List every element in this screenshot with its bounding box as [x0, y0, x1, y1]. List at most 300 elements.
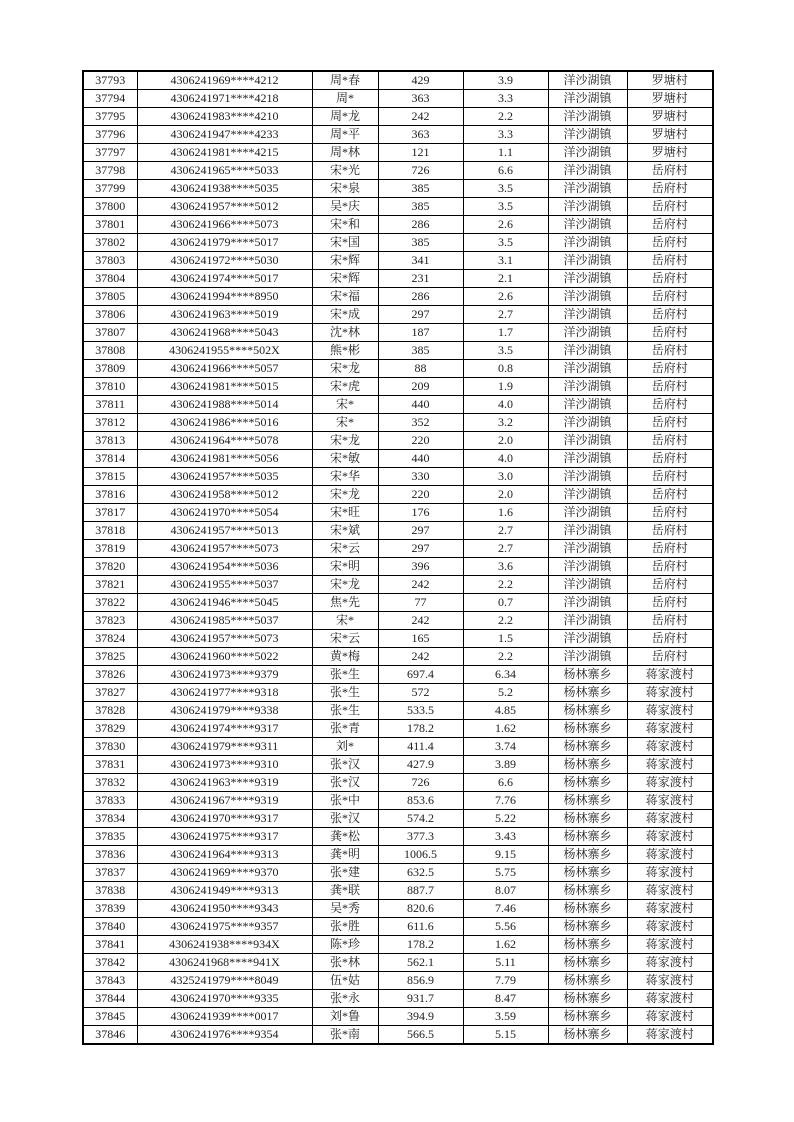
cell-name: 宋*光 — [312, 162, 378, 180]
cell-village: 罗塘村 — [627, 108, 713, 126]
cell-area: 0.7 — [463, 594, 548, 612]
cell-name: 陈*珍 — [312, 936, 378, 954]
cell-seq: 37835 — [83, 828, 137, 846]
cell-amount: 297 — [378, 306, 463, 324]
cell-village: 蒋家渡村 — [627, 828, 713, 846]
cell-id-number: 4306241968****5043 — [137, 324, 312, 342]
table-row — [83, 702, 713, 720]
cell-area: 9.15 — [463, 846, 548, 864]
cell-area: 6.6 — [463, 162, 548, 180]
cell-town: 杨林寨乡 — [548, 666, 627, 684]
cell-seq: 37793 — [83, 71, 137, 90]
cell-village: 岳府村 — [627, 468, 713, 486]
cell-village: 岳府村 — [627, 396, 713, 414]
cell-amount: 77 — [378, 594, 463, 612]
cell-id-number: 4306241973****9310 — [137, 756, 312, 774]
cell-village: 岳府村 — [627, 270, 713, 288]
cell-town: 洋沙湖镇 — [548, 558, 627, 576]
cell-name: 刘*鲁 — [312, 1008, 378, 1026]
cell-seq: 37798 — [83, 162, 137, 180]
cell-town: 洋沙湖镇 — [548, 486, 627, 504]
cell-id-number: 4306241957****5035 — [137, 468, 312, 486]
table-row — [83, 162, 713, 180]
cell-village: 岳府村 — [627, 594, 713, 612]
table-row — [83, 486, 713, 504]
cell-seq: 37797 — [83, 144, 137, 162]
cell-village: 罗塘村 — [627, 144, 713, 162]
cell-name: 宋*云 — [312, 540, 378, 558]
cell-name: 宋*云 — [312, 630, 378, 648]
cell-town: 洋沙湖镇 — [548, 144, 627, 162]
cell-id-number: 4306241979****9311 — [137, 738, 312, 756]
cell-town: 洋沙湖镇 — [548, 648, 627, 666]
cell-village: 岳府村 — [627, 162, 713, 180]
cell-area: 7.46 — [463, 900, 548, 918]
cell-town: 杨林寨乡 — [548, 1008, 627, 1026]
table-row — [83, 216, 713, 234]
cell-area: 1.6 — [463, 504, 548, 522]
cell-seq: 37838 — [83, 882, 137, 900]
cell-area: 7.76 — [463, 792, 548, 810]
cell-town: 洋沙湖镇 — [548, 162, 627, 180]
cell-id-number: 4306241981****5015 — [137, 378, 312, 396]
cell-town: 杨林寨乡 — [548, 900, 627, 918]
cell-id-number: 4306241979****9338 — [137, 702, 312, 720]
table-row — [83, 522, 713, 540]
table-row — [83, 900, 713, 918]
table-body — [83, 71, 713, 1044]
cell-id-number: 4306241981****4215 — [137, 144, 312, 162]
cell-village: 蒋家渡村 — [627, 864, 713, 882]
cell-town: 杨林寨乡 — [548, 774, 627, 792]
cell-name: 周*林 — [312, 144, 378, 162]
cell-area: 2.0 — [463, 432, 548, 450]
cell-seq: 37843 — [83, 972, 137, 990]
cell-seq: 37815 — [83, 468, 137, 486]
cell-seq: 37839 — [83, 900, 137, 918]
cell-village: 蒋家渡村 — [627, 972, 713, 990]
cell-village: 蒋家渡村 — [627, 882, 713, 900]
cell-id-number: 4306241947****4233 — [137, 126, 312, 144]
cell-village: 蒋家渡村 — [627, 936, 713, 954]
cell-seq: 37830 — [83, 738, 137, 756]
cell-amount: 242 — [378, 576, 463, 594]
cell-area: 1.9 — [463, 378, 548, 396]
cell-village: 蒋家渡村 — [627, 1026, 713, 1045]
cell-town: 洋沙湖镇 — [548, 71, 627, 90]
cell-amount: 574.2 — [378, 810, 463, 828]
cell-amount: 820.6 — [378, 900, 463, 918]
table-row — [83, 828, 713, 846]
cell-area: 1.62 — [463, 936, 548, 954]
cell-area: 3.6 — [463, 558, 548, 576]
cell-area: 5.2 — [463, 684, 548, 702]
cell-village: 蒋家渡村 — [627, 792, 713, 810]
cell-town: 洋沙湖镇 — [548, 270, 627, 288]
cell-area: 3.9 — [463, 71, 548, 90]
cell-village: 岳府村 — [627, 306, 713, 324]
cell-amount: 726 — [378, 774, 463, 792]
cell-id-number: 4306241970****9335 — [137, 990, 312, 1008]
table-row — [83, 450, 713, 468]
cell-town: 洋沙湖镇 — [548, 432, 627, 450]
cell-id-number: 4306241970****5054 — [137, 504, 312, 522]
cell-seq: 37803 — [83, 252, 137, 270]
table-row — [83, 864, 713, 882]
cell-name: 张*建 — [312, 864, 378, 882]
cell-amount: 887.7 — [378, 882, 463, 900]
cell-area: 5.22 — [463, 810, 548, 828]
cell-village: 蒋家渡村 — [627, 666, 713, 684]
cell-town: 洋沙湖镇 — [548, 324, 627, 342]
cell-area: 7.79 — [463, 972, 548, 990]
table-row — [83, 738, 713, 756]
cell-village: 岳府村 — [627, 432, 713, 450]
cell-amount: 411.4 — [378, 738, 463, 756]
cell-seq: 37825 — [83, 648, 137, 666]
cell-amount: 394.9 — [378, 1008, 463, 1026]
table-row — [83, 684, 713, 702]
cell-town: 洋沙湖镇 — [548, 360, 627, 378]
cell-village: 蒋家渡村 — [627, 918, 713, 936]
cell-amount: 533.5 — [378, 702, 463, 720]
cell-village: 岳府村 — [627, 576, 713, 594]
cell-amount: 385 — [378, 342, 463, 360]
cell-town: 杨林寨乡 — [548, 972, 627, 990]
cell-area: 3.3 — [463, 126, 548, 144]
cell-town: 杨林寨乡 — [548, 954, 627, 972]
cell-town: 洋沙湖镇 — [548, 198, 627, 216]
table-row — [83, 612, 713, 630]
cell-area: 1.5 — [463, 630, 548, 648]
cell-amount: 341 — [378, 252, 463, 270]
cell-village: 岳府村 — [627, 504, 713, 522]
cell-town: 洋沙湖镇 — [548, 612, 627, 630]
cell-town: 洋沙湖镇 — [548, 396, 627, 414]
cell-village: 蒋家渡村 — [627, 900, 713, 918]
cell-area: 2.2 — [463, 108, 548, 126]
cell-name: 龚*松 — [312, 828, 378, 846]
cell-id-number: 4306241958****5012 — [137, 486, 312, 504]
cell-area: 1.62 — [463, 720, 548, 738]
cell-amount: 572 — [378, 684, 463, 702]
cell-village: 岳府村 — [627, 414, 713, 432]
cell-area: 4.85 — [463, 702, 548, 720]
cell-town: 杨林寨乡 — [548, 846, 627, 864]
cell-id-number: 4306241963****9319 — [137, 774, 312, 792]
cell-amount: 165 — [378, 630, 463, 648]
cell-town: 洋沙湖镇 — [548, 216, 627, 234]
cell-name: 宋*明 — [312, 558, 378, 576]
cell-id-number: 4306241964****5078 — [137, 432, 312, 450]
table-row — [83, 648, 713, 666]
cell-town: 洋沙湖镇 — [548, 468, 627, 486]
cell-area: 3.5 — [463, 342, 548, 360]
cell-town: 杨林寨乡 — [548, 810, 627, 828]
cell-area: 2.2 — [463, 612, 548, 630]
cell-amount: 429 — [378, 71, 463, 90]
table-row — [83, 720, 713, 738]
cell-area: 1.1 — [463, 144, 548, 162]
cell-seq: 37820 — [83, 558, 137, 576]
cell-id-number: 4306241965****5033 — [137, 162, 312, 180]
cell-seq: 37837 — [83, 864, 137, 882]
cell-name: 宋*福 — [312, 288, 378, 306]
cell-seq: 37833 — [83, 792, 137, 810]
cell-area: 5.15 — [463, 1026, 548, 1045]
cell-amount: 209 — [378, 378, 463, 396]
cell-seq: 37846 — [83, 1026, 137, 1045]
cell-town: 杨林寨乡 — [548, 756, 627, 774]
cell-amount: 220 — [378, 432, 463, 450]
cell-name: 张*生 — [312, 684, 378, 702]
table-row — [83, 234, 713, 252]
table-row — [83, 756, 713, 774]
cell-area: 3.5 — [463, 198, 548, 216]
cell-name: 张*青 — [312, 720, 378, 738]
cell-area: 5.11 — [463, 954, 548, 972]
cell-id-number: 4306241974****9317 — [137, 720, 312, 738]
cell-name: 黄*梅 — [312, 648, 378, 666]
table-row — [83, 954, 713, 972]
cell-seq: 37844 — [83, 990, 137, 1008]
cell-area: 3.3 — [463, 90, 548, 108]
cell-seq: 37832 — [83, 774, 137, 792]
cell-town: 洋沙湖镇 — [548, 504, 627, 522]
cell-name: 宋*龙 — [312, 360, 378, 378]
cell-amount: 242 — [378, 108, 463, 126]
cell-seq: 37812 — [83, 414, 137, 432]
cell-name: 周*龙 — [312, 108, 378, 126]
cell-id-number: 4325241979****8049 — [137, 972, 312, 990]
table-row — [83, 360, 713, 378]
cell-town: 洋沙湖镇 — [548, 90, 627, 108]
table-row — [83, 414, 713, 432]
cell-amount: 385 — [378, 180, 463, 198]
cell-name: 沈*林 — [312, 324, 378, 342]
cell-name: 周*平 — [312, 126, 378, 144]
cell-id-number: 4306241975****9357 — [137, 918, 312, 936]
table-row — [83, 810, 713, 828]
table-row — [83, 324, 713, 342]
cell-seq: 37811 — [83, 396, 137, 414]
table-row — [83, 774, 713, 792]
cell-amount: 440 — [378, 396, 463, 414]
cell-village: 岳府村 — [627, 324, 713, 342]
cell-id-number: 4306241957****5013 — [137, 522, 312, 540]
cell-name: 周* — [312, 90, 378, 108]
cell-seq: 37834 — [83, 810, 137, 828]
cell-area: 4.0 — [463, 450, 548, 468]
cell-village: 蒋家渡村 — [627, 756, 713, 774]
cell-town: 洋沙湖镇 — [548, 540, 627, 558]
cell-town: 杨林寨乡 — [548, 864, 627, 882]
cell-seq: 37829 — [83, 720, 137, 738]
cell-name: 张*永 — [312, 990, 378, 1008]
table-row — [83, 90, 713, 108]
table-row — [83, 558, 713, 576]
cell-amount: 697.4 — [378, 666, 463, 684]
cell-id-number: 4306241975****9317 — [137, 828, 312, 846]
cell-town: 洋沙湖镇 — [548, 288, 627, 306]
cell-amount: 242 — [378, 612, 463, 630]
cell-village: 罗塘村 — [627, 90, 713, 108]
cell-seq: 37836 — [83, 846, 137, 864]
table-row — [83, 108, 713, 126]
cell-village: 岳府村 — [627, 450, 713, 468]
cell-name: 宋*斌 — [312, 522, 378, 540]
cell-village: 岳府村 — [627, 288, 713, 306]
cell-name: 吴*庆 — [312, 198, 378, 216]
cell-id-number: 4306241938****5035 — [137, 180, 312, 198]
cell-seq: 37795 — [83, 108, 137, 126]
cell-amount: 726 — [378, 162, 463, 180]
cell-amount: 611.6 — [378, 918, 463, 936]
cell-id-number: 4306241983****4210 — [137, 108, 312, 126]
cell-seq: 37823 — [83, 612, 137, 630]
cell-town: 杨林寨乡 — [548, 918, 627, 936]
table-row — [83, 846, 713, 864]
cell-seq: 37840 — [83, 918, 137, 936]
cell-area: 6.34 — [463, 666, 548, 684]
cell-name: 宋*泉 — [312, 180, 378, 198]
cell-area: 0.8 — [463, 360, 548, 378]
cell-amount: 363 — [378, 126, 463, 144]
cell-seq: 37813 — [83, 432, 137, 450]
cell-seq: 37842 — [83, 954, 137, 972]
cell-village: 岳府村 — [627, 342, 713, 360]
cell-town: 洋沙湖镇 — [548, 252, 627, 270]
cell-name: 宋*龙 — [312, 576, 378, 594]
cell-area: 4.0 — [463, 396, 548, 414]
cell-amount: 220 — [378, 486, 463, 504]
cell-town: 洋沙湖镇 — [548, 594, 627, 612]
beneficiary-table — [82, 70, 714, 1045]
cell-village: 岳府村 — [627, 486, 713, 504]
cell-seq: 37816 — [83, 486, 137, 504]
cell-seq: 37828 — [83, 702, 137, 720]
cell-area: 8.47 — [463, 990, 548, 1008]
cell-town: 杨林寨乡 — [548, 1026, 627, 1045]
cell-seq: 37802 — [83, 234, 137, 252]
cell-town: 洋沙湖镇 — [548, 342, 627, 360]
cell-town: 洋沙湖镇 — [548, 306, 627, 324]
cell-amount: 242 — [378, 648, 463, 666]
cell-amount: 121 — [378, 144, 463, 162]
cell-amount: 187 — [378, 324, 463, 342]
cell-seq: 37841 — [83, 936, 137, 954]
cell-amount: 440 — [378, 450, 463, 468]
cell-id-number: 4306241957****5073 — [137, 630, 312, 648]
cell-seq: 37819 — [83, 540, 137, 558]
cell-id-number: 4306241964****9313 — [137, 846, 312, 864]
cell-village: 岳府村 — [627, 522, 713, 540]
cell-name: 张*中 — [312, 792, 378, 810]
cell-amount: 931.7 — [378, 990, 463, 1008]
cell-name: 宋* — [312, 414, 378, 432]
cell-town: 杨林寨乡 — [548, 882, 627, 900]
cell-village: 岳府村 — [627, 540, 713, 558]
cell-id-number: 4306241955****502X — [137, 342, 312, 360]
cell-village: 岳府村 — [627, 648, 713, 666]
cell-amount: 231 — [378, 270, 463, 288]
cell-name: 吴*秀 — [312, 900, 378, 918]
cell-town: 洋沙湖镇 — [548, 414, 627, 432]
cell-id-number: 4306241972****5030 — [137, 252, 312, 270]
cell-name: 熊*彬 — [312, 342, 378, 360]
table-row — [83, 576, 713, 594]
cell-amount: 853.6 — [378, 792, 463, 810]
cell-seq: 37808 — [83, 342, 137, 360]
table-row — [83, 882, 713, 900]
cell-name: 焦*先 — [312, 594, 378, 612]
cell-area: 6.6 — [463, 774, 548, 792]
cell-seq: 37824 — [83, 630, 137, 648]
cell-amount: 385 — [378, 198, 463, 216]
cell-name: 张*汉 — [312, 756, 378, 774]
cell-area: 3.89 — [463, 756, 548, 774]
cell-name: 宋*成 — [312, 306, 378, 324]
table-row — [83, 270, 713, 288]
cell-village: 岳府村 — [627, 360, 713, 378]
cell-seq: 37821 — [83, 576, 137, 594]
cell-area: 3.74 — [463, 738, 548, 756]
cell-amount: 385 — [378, 234, 463, 252]
cell-name: 伍*姑 — [312, 972, 378, 990]
cell-town: 杨林寨乡 — [548, 684, 627, 702]
table-row — [83, 918, 713, 936]
table-row — [83, 342, 713, 360]
cell-name: 刘* — [312, 738, 378, 756]
cell-amount: 427.9 — [378, 756, 463, 774]
cell-name: 宋*国 — [312, 234, 378, 252]
cell-area: 3.2 — [463, 414, 548, 432]
cell-id-number: 4306241950****9343 — [137, 900, 312, 918]
cell-name: 张*汉 — [312, 774, 378, 792]
cell-amount: 396 — [378, 558, 463, 576]
cell-id-number: 4306241963****5019 — [137, 306, 312, 324]
cell-town: 洋沙湖镇 — [548, 630, 627, 648]
cell-village: 岳府村 — [627, 558, 713, 576]
cell-seq: 37814 — [83, 450, 137, 468]
cell-amount: 1006.5 — [378, 846, 463, 864]
cell-area: 5.56 — [463, 918, 548, 936]
cell-village: 岳府村 — [627, 630, 713, 648]
cell-village: 岳府村 — [627, 216, 713, 234]
cell-id-number: 4306241986****5016 — [137, 414, 312, 432]
cell-amount: 377.3 — [378, 828, 463, 846]
table-row — [83, 594, 713, 612]
cell-area: 2.2 — [463, 648, 548, 666]
table-row — [83, 126, 713, 144]
cell-name: 张*汉 — [312, 810, 378, 828]
cell-amount: 632.5 — [378, 864, 463, 882]
cell-seq: 37809 — [83, 360, 137, 378]
cell-amount: 566.5 — [378, 1026, 463, 1045]
cell-village: 蒋家渡村 — [627, 954, 713, 972]
cell-id-number: 4306241966****5057 — [137, 360, 312, 378]
table-row — [83, 972, 713, 990]
cell-id-number: 4306241968****941X — [137, 954, 312, 972]
cell-area: 2.7 — [463, 306, 548, 324]
cell-village: 蒋家渡村 — [627, 738, 713, 756]
cell-area: 1.7 — [463, 324, 548, 342]
cell-amount: 352 — [378, 414, 463, 432]
cell-name: 宋*龙 — [312, 432, 378, 450]
cell-amount: 178.2 — [378, 936, 463, 954]
cell-village: 岳府村 — [627, 198, 713, 216]
cell-amount: 286 — [378, 288, 463, 306]
